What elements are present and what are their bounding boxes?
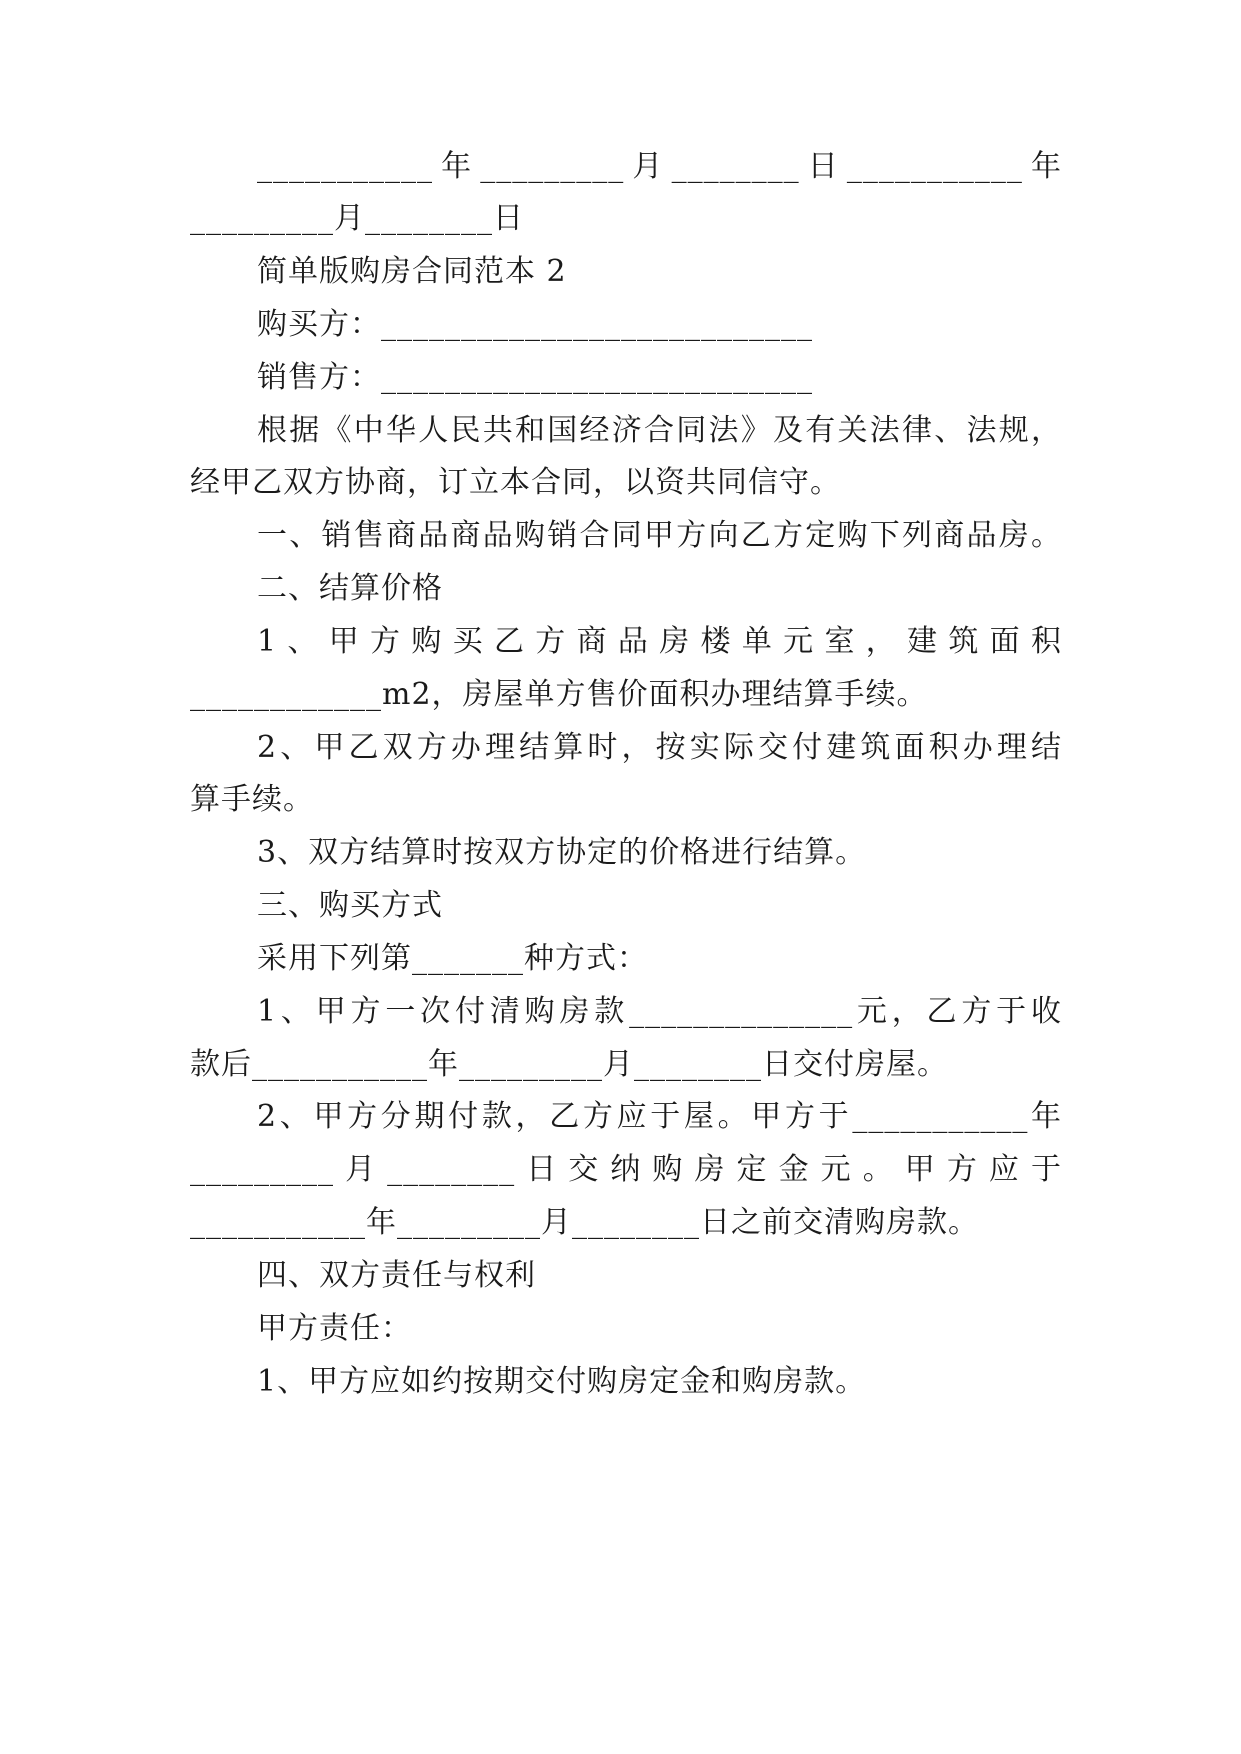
paragraph-line: ____________m2，房屋单方售价面积办理结算手续。 bbox=[190, 677, 928, 712]
section-two-heading: 二、结算价格 bbox=[257, 571, 443, 606]
paragraph-line: 2、甲方分期付款，乙方应于屋。甲方于___________年 bbox=[257, 1099, 1062, 1134]
party-a-heading: 甲方责任： bbox=[257, 1311, 412, 1346]
buyer-line: 购买方：___________________________ bbox=[257, 307, 813, 342]
paragraph-line: 根据《中华人民共和国经济合同法》及有关法律、法规， bbox=[257, 413, 1062, 448]
paragraph-line: 1、甲方购买乙方商品房楼单元室，建筑面积 bbox=[257, 624, 1062, 659]
paragraph-line: _________月________日交纳购房定金元。甲方应于 bbox=[190, 1152, 1062, 1187]
section-one-line: 一、销售商品商品购销合同甲方向乙方定购下列商品房。 bbox=[257, 518, 1062, 553]
paragraph-line: ___________年_________月________日之前交清购房款。 bbox=[190, 1205, 979, 1240]
paragraph-line: 3、双方结算时按双方协定的价格进行结算。 bbox=[257, 835, 867, 870]
date-line-2: _________月________日 bbox=[190, 201, 524, 236]
section-three-heading: 三、购买方式 bbox=[257, 888, 443, 923]
paragraph-line: 算手续。 bbox=[190, 782, 314, 817]
date-line-1: ___________年_________月________日___________年 bbox=[257, 149, 1062, 184]
paragraph-line: 2、甲乙双方办理结算时，按实际交付建筑面积办理结 bbox=[257, 730, 1062, 765]
contract-title: 简单版购房合同范本 2 bbox=[257, 254, 567, 289]
paragraph-line: 1、甲方一次付清购房款______________元，乙方于收 bbox=[257, 994, 1062, 1029]
section-four-heading: 四、双方责任与权利 bbox=[257, 1258, 536, 1293]
paragraph-line: 采用下列第_______种方式： bbox=[257, 941, 648, 976]
paragraph-line: 经甲乙双方协商，订立本合同，以资共同信守。 bbox=[190, 465, 841, 500]
seller-line: 销售方：___________________________ bbox=[257, 360, 813, 395]
paragraph-line: 款后___________年_________月________日交付房屋。 bbox=[190, 1047, 948, 1082]
paragraph-line: 1、甲方应如约按期交付购房定金和购房款。 bbox=[257, 1364, 867, 1399]
